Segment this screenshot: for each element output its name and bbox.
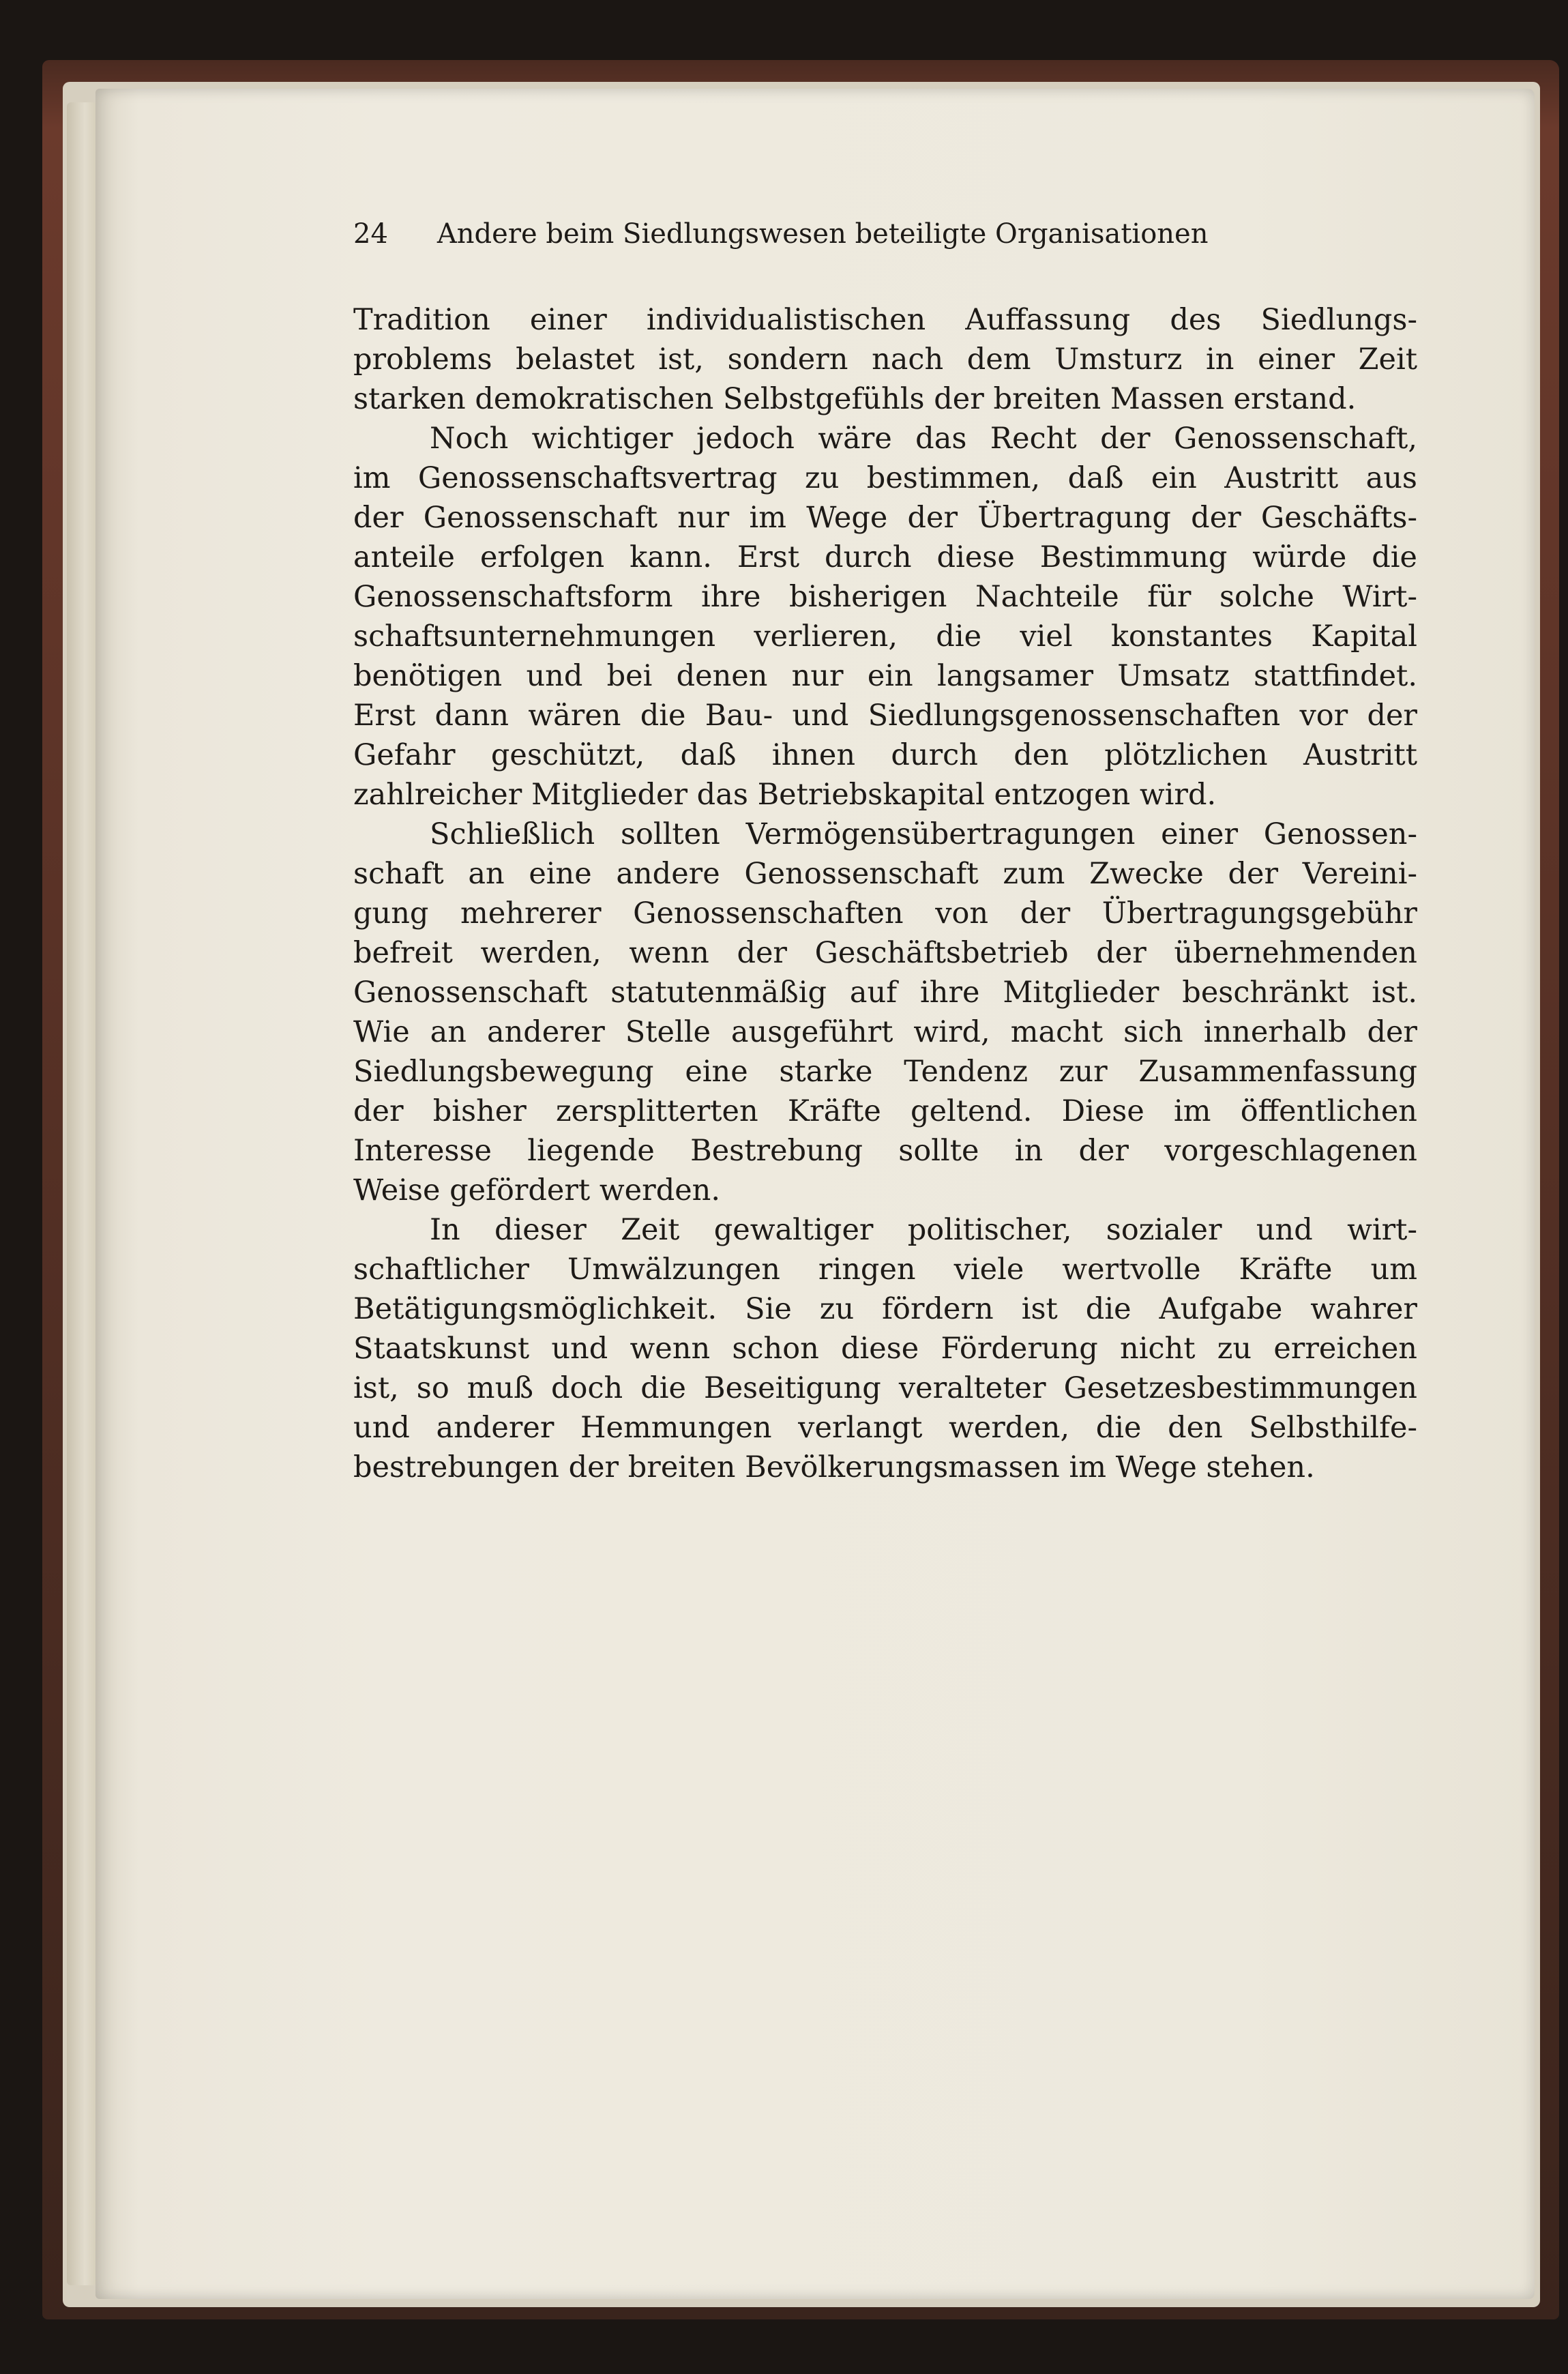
text-line: Tradition einer individualistischen Auffassung des Siedlungs- <box>353 303 1417 337</box>
paragraph <box>353 1210 1417 1487</box>
running-header <box>353 218 1417 250</box>
running-title: Andere beim Siedlungswesen beteiligte Organisationen <box>437 218 1209 250</box>
text-line: Genossenschaftsform ihre bisherigen Nachteile für solche Wirt- <box>353 580 1417 614</box>
paragraph <box>353 419 1417 815</box>
paragraph <box>353 300 1417 419</box>
text-line: schaftsunternehmungen verlieren, die viel konstantes Kapital <box>353 619 1417 654</box>
text-line: der Genossenschaft nur im Wege der Übertragung der Geschäfts- <box>353 501 1417 535</box>
text-line: benötigen und bei denen nur ein langsamer Umsatz stattfindet. <box>353 659 1417 693</box>
text-line: und anderer Hemmungen verlangt werden, die den Selbsthilfe- <box>353 1411 1417 1445</box>
text-line: Wie an anderer Stelle ausgeführt wird, macht sich innerhalb der <box>353 1015 1417 1049</box>
text-line: Erst dann wären die Bau- und Siedlungsgenossenschaften vor der <box>353 699 1417 733</box>
text-line: bestrebungen der breiten Bevölkerungsmassen im Wege stehen. <box>353 1450 1315 1484</box>
text-line: Weise gefördert werden. <box>353 1173 721 1207</box>
text-line: anteile erfolgen kann. Erst durch diese Bestimmung würde die <box>353 540 1417 574</box>
text-line: gung mehrerer Genossenschaften von der Übertragungsgebühr <box>353 896 1417 930</box>
text-line: Staatskunst und wenn schon diese Förderung nicht zu erreichen <box>353 1332 1417 1366</box>
text-line: der bisher zersplitterten Kräfte geltend. Diese im öffentlichen <box>353 1094 1417 1128</box>
page-edge <box>67 102 97 2285</box>
text-line: Betätigungsmöglichkeit. Sie zu fördern ist die Aufgabe wahrer <box>353 1292 1417 1326</box>
text-line: In dieser Zeit gewaltiger politischer, sozialer und wirt- <box>430 1213 1417 1247</box>
text-line: problems belastet ist, sondern nach dem Umsturz in einer Zeit <box>353 342 1417 377</box>
text-line: Interesse liegende Bestrebung sollte in der vorgeschlagenen <box>353 1134 1417 1168</box>
text-line: im Genossenschaftsvertrag zu bestimmen, daß ein Austritt aus <box>353 461 1417 495</box>
text-line: Siedlungsbewegung eine starke Tendenz zur Zusammenfassung <box>353 1055 1417 1089</box>
page-number: 24 <box>353 218 388 250</box>
text-line: zahlreicher Mitglieder das Betriebskapital entzogen wird. <box>353 778 1217 812</box>
paragraph <box>353 815 1417 1210</box>
text-line: Gefahr geschützt, daß ihnen durch den plötzlichen Austritt <box>353 738 1417 772</box>
text-line: Schließlich sollten Vermögensübertragungen einer Genossen- <box>430 817 1417 851</box>
text-line: Noch wichtiger jedoch wäre das Recht der Genossenschaft, <box>430 422 1417 456</box>
text-line: schaft an eine andere Genossenschaft zum Zwecke der Vereini- <box>353 857 1417 891</box>
text-line: befreit werden, wenn der Geschäftsbetrieb der übernehmenden <box>353 936 1417 970</box>
text-line: Genossenschaft statutenmäßig auf ihre Mitglieder beschränkt ist. <box>353 976 1417 1010</box>
text-line: starken demokratischen Selbstgefühls der breiten Massen erstand. <box>353 382 1357 416</box>
text-line: ist, so muß doch die Beseitigung veralteter Gesetzesbestimmungen <box>353 1371 1417 1405</box>
body-text <box>353 300 1417 1487</box>
text-line: schaftlicher Umwälzungen ringen viele wertvolle Kräfte um <box>353 1252 1417 1287</box>
